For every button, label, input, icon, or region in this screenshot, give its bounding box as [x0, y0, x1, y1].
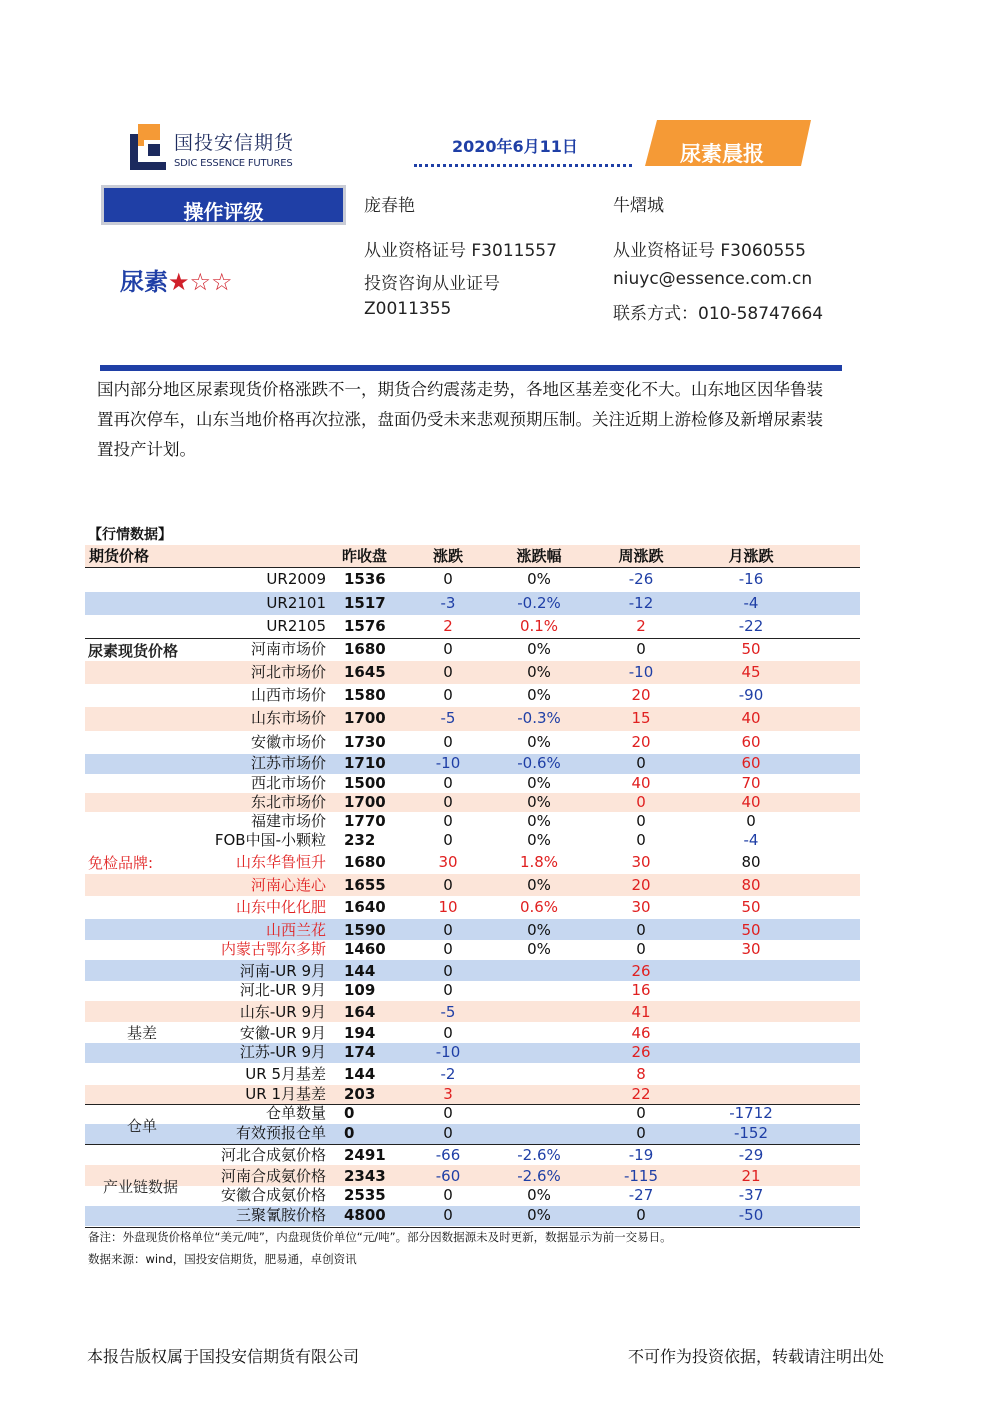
row-prev-close: 0 — [344, 1104, 355, 1122]
row-name: 山西市场价 — [250, 686, 326, 704]
row-prev-close: 2535 — [344, 1186, 386, 1204]
row-change: 0 — [443, 686, 453, 704]
row-prev-close: 194 — [344, 1024, 376, 1042]
row-week-change: 26 — [631, 1043, 651, 1061]
row-change: 0 — [443, 774, 453, 792]
row-prev-close: 1460 — [344, 940, 386, 958]
table-row — [85, 1165, 860, 1186]
table-row — [85, 1124, 860, 1144]
row-change-pct: 0% — [527, 812, 551, 830]
report-tag-label: 尿素晨报 — [680, 142, 764, 166]
row-change: -10 — [435, 1043, 461, 1061]
row-change-pct: -2.6% — [517, 1146, 561, 1164]
row-month-change: -4 — [743, 831, 759, 849]
row-prev-close: 144 — [344, 1065, 376, 1083]
table-row — [85, 1206, 860, 1226]
row-week-change: 30 — [631, 853, 651, 871]
row-change: 2 — [443, 617, 453, 635]
rating-value — [120, 262, 233, 297]
row-week-change: 16 — [631, 981, 651, 999]
row-prev-close: 1580 — [344, 686, 386, 704]
table-row — [85, 592, 860, 615]
row-change: 0 — [443, 1124, 453, 1142]
row-week-change: 20 — [631, 733, 651, 751]
row-week-change: 0 — [636, 754, 646, 772]
row-change: 0 — [443, 640, 453, 658]
row-prev-close: 1536 — [344, 570, 386, 588]
table-row — [85, 919, 860, 940]
table-row — [85, 568, 860, 591]
row-week-change: 22 — [631, 1085, 651, 1103]
header-prev: 昨收盘 — [342, 547, 388, 565]
row-week-change: 15 — [631, 709, 651, 727]
table-row — [85, 851, 860, 874]
row-name: 山东华鲁恒升 — [235, 853, 326, 871]
row-month-change: 21 — [741, 1167, 761, 1185]
table-row — [85, 1001, 860, 1022]
header-pct: 涨跌幅 — [516, 547, 562, 565]
table-row — [85, 731, 860, 754]
row-week-change: 46 — [631, 1024, 651, 1042]
row-prev-close: 1680 — [344, 640, 386, 658]
table-row — [85, 684, 860, 707]
row-week-change: 0 — [636, 812, 646, 830]
row-change: 0 — [443, 940, 453, 958]
analyst-1-cert: 从业资格证号 F3011557 — [364, 241, 557, 261]
row-week-change: 30 — [631, 898, 651, 916]
row-week-change: 0 — [636, 1206, 646, 1224]
header-month: 月涨跌 — [728, 547, 774, 565]
row-change-pct: 0.6% — [519, 898, 559, 916]
row-month-change: 40 — [741, 793, 761, 811]
row-week-change: 0 — [636, 640, 646, 658]
rating-stars: ★☆☆ — [168, 268, 233, 296]
analyst-2-contact: 联系方式：010-58747664 — [613, 304, 824, 324]
row-name: 河南合成氨价格 — [220, 1167, 326, 1185]
row-month-change: 50 — [741, 898, 761, 916]
row-name: 有效预报仓单 — [235, 1124, 326, 1142]
row-prev-close: 1770 — [344, 812, 386, 830]
table-row — [85, 981, 860, 1001]
table-row — [85, 1144, 860, 1165]
analyst-2-cert: 从业资格证号 F3060555 — [613, 241, 806, 261]
row-change-pct: 0% — [527, 663, 551, 681]
date-underline — [414, 164, 632, 167]
row-change: 0 — [443, 1104, 453, 1122]
row-change: -60 — [435, 1167, 461, 1185]
table-row — [85, 874, 860, 896]
row-week-change: 0 — [636, 921, 646, 939]
market-summary: 国内部分地区尿素现货价格涨跌不一，期货合约震荡走势，各地区基差变化不大。山东地区因华鲁装置再次停车，山东当地价格再次拉涨，盘面仍受未来悲观预期压制。关注近期上游检修及新增尿素装置投产计划。 — [97, 380, 823, 459]
row-name: 安徽市场价 — [250, 733, 326, 751]
group-spot: 尿素现货价格 — [88, 642, 179, 660]
row-change: 0 — [443, 570, 453, 588]
table-row — [85, 960, 860, 981]
row-prev-close: 232 — [344, 831, 376, 849]
row-change-pct: 0% — [527, 686, 551, 704]
row-name: FOB中国-小颗粒 — [214, 831, 326, 849]
row-week-change: 20 — [631, 686, 651, 704]
row-change: 30 — [438, 853, 458, 871]
row-change-pct: -0.2% — [517, 594, 561, 612]
row-change-pct: -2.6% — [517, 1167, 561, 1185]
row-month-change: -90 — [738, 686, 764, 704]
row-month-change: -16 — [738, 570, 764, 588]
row-month-change: -1712 — [729, 1104, 773, 1122]
row-prev-close: 1500 — [344, 774, 386, 792]
row-name: UR 1月基差 — [245, 1085, 326, 1103]
row-change: 10 — [438, 898, 458, 916]
row-name: 仓单数量 — [265, 1104, 326, 1122]
row-change: 0 — [443, 831, 453, 849]
analyst-2-name: 牛熠城 — [613, 196, 664, 216]
row-name: UR2105 — [266, 617, 326, 635]
row-week-change: 0 — [636, 1104, 646, 1122]
row-name: 江苏市场价 — [250, 754, 326, 772]
row-prev-close: 1710 — [344, 754, 386, 772]
row-month-change: 70 — [741, 774, 761, 792]
row-month-change: -22 — [738, 617, 764, 635]
table-top-border — [85, 567, 860, 568]
row-name: 河北市场价 — [250, 663, 326, 681]
row-week-change: -12 — [628, 594, 654, 612]
row-change-pct: 0% — [527, 733, 551, 751]
row-week-change: 2 — [636, 617, 646, 635]
table-row — [85, 774, 860, 793]
row-month-change: -152 — [733, 1124, 769, 1142]
section-divider — [100, 365, 842, 371]
group-futures: 期货价格 — [89, 547, 150, 565]
row-month-change: 60 — [741, 733, 761, 751]
row-name: 河南-UR 9月 — [239, 962, 326, 980]
row-change: 0 — [443, 962, 453, 980]
row-change: -5 — [440, 709, 456, 727]
row-week-change: -27 — [628, 1186, 654, 1204]
group-chain: 产业链数据 — [103, 1178, 179, 1196]
table-row — [85, 1063, 860, 1085]
row-month-change: 40 — [741, 709, 761, 727]
analyst-1-name: 庞春艳 — [364, 196, 415, 216]
row-change: -66 — [435, 1146, 461, 1164]
row-week-change: 0 — [636, 793, 646, 811]
row-name: 山东-UR 9月 — [239, 1003, 326, 1021]
group-warehouse: 仓单 — [127, 1117, 158, 1135]
table-row — [85, 812, 860, 831]
table-row — [85, 793, 860, 812]
row-name: 三聚氰胺价格 — [235, 1206, 326, 1224]
row-change-pct: 1.8% — [519, 853, 559, 871]
row-name: UR2101 — [266, 594, 326, 612]
table-bottom-border — [85, 1227, 860, 1228]
row-change: 0 — [443, 812, 453, 830]
row-name: 安徽合成氨价格 — [220, 1186, 326, 1204]
row-prev-close: 144 — [344, 962, 376, 980]
row-name: 安徽-UR 9月 — [239, 1024, 326, 1042]
row-change-pct: -0.3% — [517, 709, 561, 727]
row-name: UR 5月基差 — [245, 1065, 326, 1083]
header-week: 周涨跌 — [618, 547, 664, 565]
table-row — [85, 831, 860, 851]
row-prev-close: 1645 — [344, 663, 386, 681]
row-name: 河北-UR 9月 — [239, 981, 326, 999]
row-month-change: 80 — [741, 876, 761, 894]
row-change: 0 — [443, 793, 453, 811]
rating-product: 尿素 — [120, 268, 168, 296]
table-row — [85, 1043, 860, 1063]
table-row — [85, 707, 860, 731]
row-month-change: 50 — [741, 640, 761, 658]
row-month-change: 80 — [741, 853, 761, 871]
header-chg: 涨跌 — [432, 547, 463, 565]
footer-disclaimer: 不可作为投资依据，转载请注明出处 — [628, 1347, 885, 1366]
company-logo — [128, 124, 298, 176]
data-source-note: 数据来源：wind，国投安信期货，肥易通，卓创资讯 — [88, 1252, 357, 1266]
row-change: 3 — [443, 1085, 453, 1103]
row-prev-close: 1640 — [344, 898, 386, 916]
row-change-pct: 0% — [527, 1206, 551, 1224]
row-month-change: 0 — [746, 812, 756, 830]
row-change-pct: 0% — [527, 940, 551, 958]
table-row — [85, 940, 860, 960]
rating-header-label: 操作评级 — [183, 200, 264, 224]
row-change: -5 — [440, 1003, 456, 1021]
row-change: 0 — [443, 1206, 453, 1224]
group-basis: 基差 — [127, 1024, 158, 1042]
analyst-1-line3: Z0011355 — [364, 299, 452, 319]
row-change-pct: 0% — [527, 831, 551, 849]
row-change-pct: 0.1% — [519, 617, 559, 635]
row-name: 河南心连心 — [250, 876, 326, 894]
row-change-pct: 0% — [527, 921, 551, 939]
row-change: -3 — [440, 594, 456, 612]
row-change: 0 — [443, 921, 453, 939]
row-name: 山西兰花 — [265, 921, 326, 939]
table-row — [85, 1186, 860, 1206]
row-name: 山东市场价 — [250, 709, 326, 727]
row-prev-close: 4800 — [344, 1206, 386, 1224]
table-row — [85, 638, 860, 661]
row-prev-close: 109 — [344, 981, 376, 999]
logo-en-text: SDIC ESSENCE FUTURES — [174, 158, 293, 169]
row-week-change: -10 — [628, 663, 654, 681]
row-change-pct: -0.6% — [517, 754, 561, 772]
row-change-pct: 0% — [527, 876, 551, 894]
table-title: 【行情数据】 — [88, 527, 172, 543]
row-name: 东北市场价 — [250, 793, 326, 811]
row-name: UR2009 — [266, 570, 326, 588]
row-prev-close: 164 — [344, 1003, 376, 1021]
row-prev-close: 203 — [344, 1085, 376, 1103]
analyst-1-line2: 投资咨询从业证号 — [364, 274, 500, 294]
table-row — [85, 661, 860, 684]
row-name: 河北合成氨价格 — [220, 1146, 326, 1164]
row-month-change: 45 — [741, 663, 761, 681]
row-change: -2 — [440, 1065, 456, 1083]
row-month-change: 60 — [741, 754, 761, 772]
row-week-change: 0 — [636, 1124, 646, 1142]
row-change: 0 — [443, 876, 453, 894]
row-week-change: 0 — [636, 831, 646, 849]
row-change: -10 — [435, 754, 461, 772]
table-row — [85, 615, 860, 638]
row-name: 内蒙古鄂尔多斯 — [220, 940, 326, 958]
row-month-change: 30 — [741, 940, 761, 958]
row-prev-close: 1590 — [344, 921, 386, 939]
analyst-2-email[interactable]: niuyc@essence.com.cn — [613, 269, 813, 289]
row-prev-close: 1576 — [344, 617, 386, 635]
report-date: 2020年6月11日 — [452, 137, 578, 156]
table-row — [85, 1085, 860, 1104]
row-prev-close: 1730 — [344, 733, 386, 751]
footer-copyright: 本报告版权属于国投安信期货有限公司 — [87, 1347, 360, 1366]
row-week-change: 26 — [631, 962, 651, 980]
row-change-pct: 0% — [527, 774, 551, 792]
row-change-pct: 0% — [527, 640, 551, 658]
row-change-pct: 0% — [527, 570, 551, 588]
group-brands: 免检品牌: — [88, 854, 154, 872]
row-name: 江苏-UR 9月 — [239, 1043, 326, 1061]
row-week-change: -115 — [623, 1167, 659, 1185]
row-prev-close: 1517 — [344, 594, 386, 612]
row-week-change: 40 — [631, 774, 651, 792]
row-week-change: 41 — [631, 1003, 651, 1021]
table-row — [85, 896, 860, 919]
row-prev-close: 174 — [344, 1043, 376, 1061]
logo-mark-icon — [128, 124, 168, 172]
table-header-row — [85, 545, 860, 567]
row-change-pct: 0% — [527, 1186, 551, 1204]
row-change: 0 — [443, 663, 453, 681]
row-week-change: 20 — [631, 876, 651, 894]
table-row — [85, 1022, 860, 1043]
table-row — [85, 1104, 860, 1124]
row-prev-close: 1655 — [344, 876, 386, 894]
row-prev-close: 1700 — [344, 709, 386, 727]
table-note: 备注：外盘现货价格单位“美元/吨”，内盘现货价单位“元/吨”。部分因数据源未及时更新，数据显示为前一交易日。 — [88, 1230, 672, 1244]
row-week-change: -26 — [628, 570, 654, 588]
row-prev-close: 1700 — [344, 793, 386, 811]
row-prev-close: 2343 — [344, 1167, 386, 1185]
row-month-change: 50 — [741, 921, 761, 939]
row-month-change: -4 — [743, 594, 759, 612]
row-change-pct: 0% — [527, 793, 551, 811]
row-name: 福建市场价 — [250, 812, 326, 830]
row-month-change: -29 — [738, 1146, 764, 1164]
row-name: 山东中化化肥 — [235, 898, 326, 916]
row-prev-close: 1680 — [344, 853, 386, 871]
row-prev-close: 2491 — [344, 1146, 386, 1164]
row-change: 0 — [443, 733, 453, 751]
logo-cn-text: 国投安信期货 — [174, 132, 295, 154]
row-change: 0 — [443, 1024, 453, 1042]
row-week-change: 8 — [636, 1065, 646, 1083]
row-prev-close: 0 — [344, 1124, 355, 1142]
row-week-change: -19 — [628, 1146, 654, 1164]
row-change: 0 — [443, 1186, 453, 1204]
row-week-change: 0 — [636, 940, 646, 958]
row-name: 西北市场价 — [250, 774, 326, 792]
table-row — [85, 754, 860, 774]
row-name: 河南市场价 — [250, 640, 326, 658]
row-month-change: -50 — [738, 1206, 764, 1224]
row-change: 0 — [443, 981, 453, 999]
row-month-change: -37 — [738, 1186, 764, 1204]
